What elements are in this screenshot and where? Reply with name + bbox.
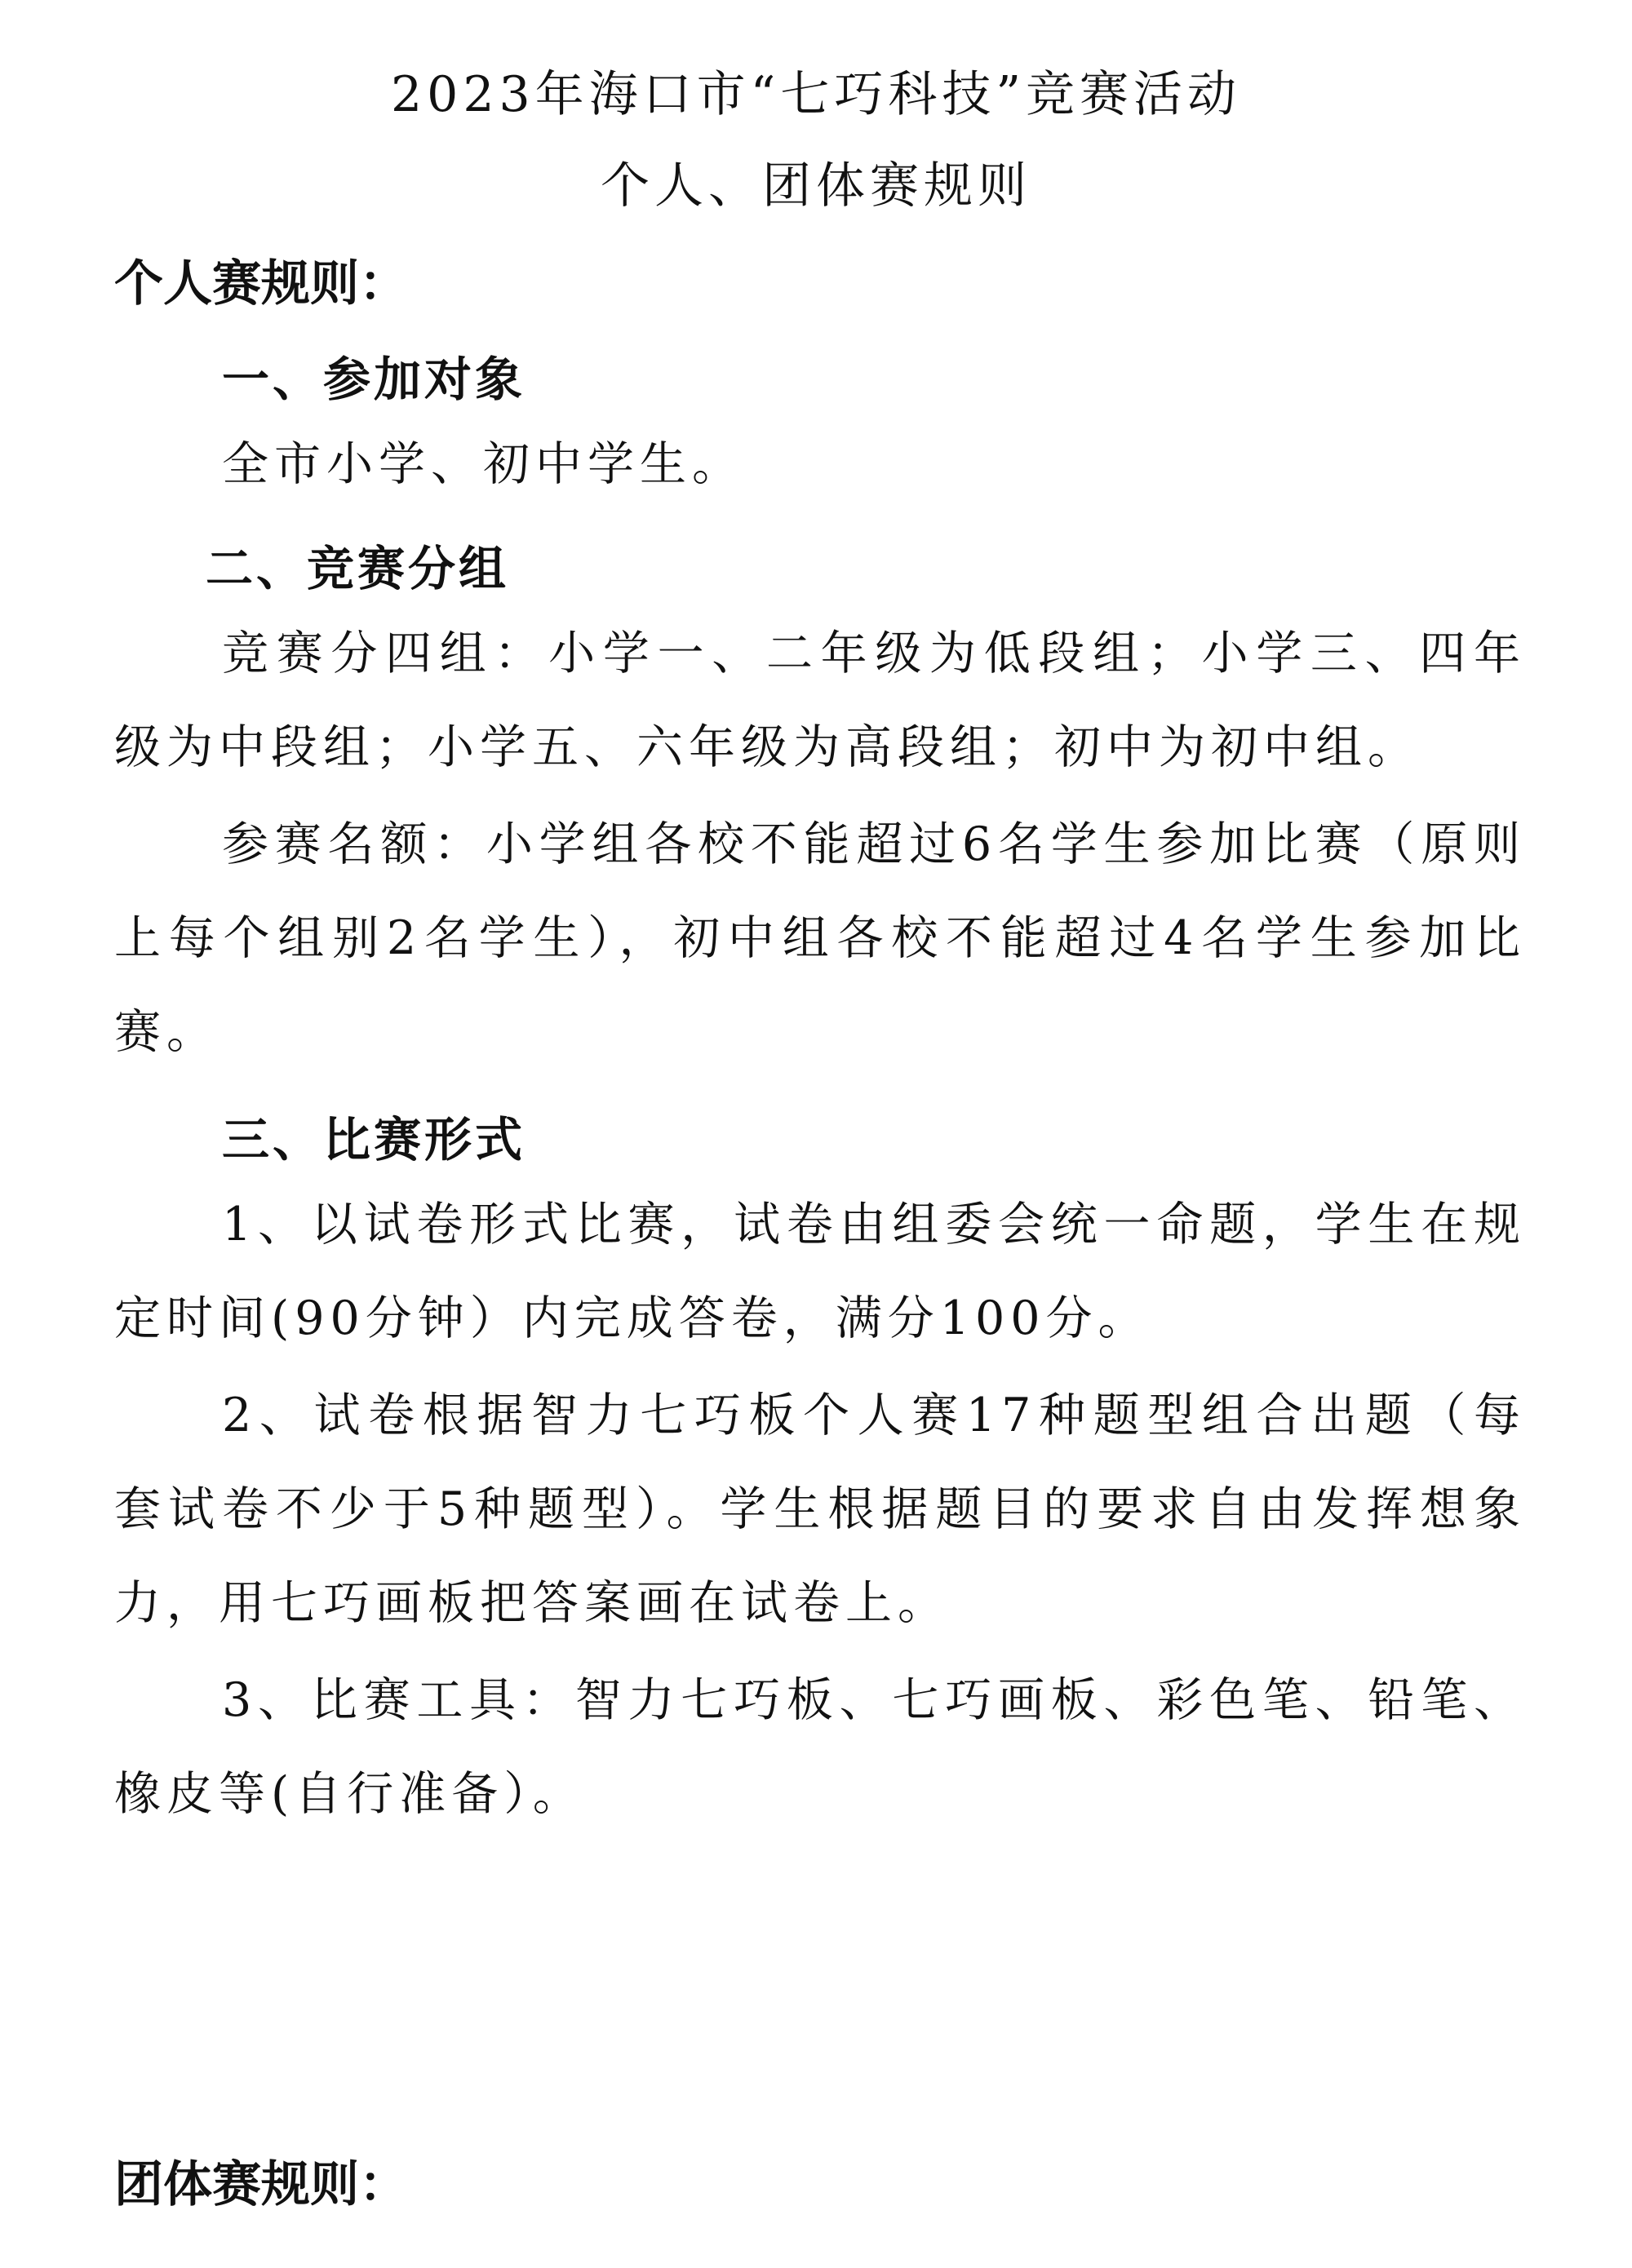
- format-item-1: 1、以试卷形式比赛，试卷由组委会统一命题，学生在规定时间(90分钟）内完成答卷，满分100分。: [114, 1198, 1526, 1345]
- section-participants-heading: 一、参加对象: [222, 352, 526, 407]
- participants-text: 全市小学、初中学生。: [222, 437, 744, 491]
- format-item-2: 2、试卷根据智力七巧板个人赛17种题型组合出题（每套试卷不少于5种题型）。学生根据题目的要求自由发挥想象力，用七巧画板把答案画在试卷上。: [114, 1389, 1526, 1630]
- section-format-heading: 三、比赛形式: [222, 1112, 526, 1167]
- grouping-paragraph: 竞赛分四组：小学一、二年级为低段组；小学三、四年级为中段组；小学五、六年级为高段组；初中为初中组。: [114, 627, 1526, 774]
- individual-rules-heading: 个人赛规则：: [114, 255, 408, 312]
- document-title: 2023年海口市“七巧科技”竞赛活动: [390, 66, 1242, 123]
- section-grouping-heading: 二、竞赛分组: [206, 541, 510, 596]
- quota-paragraph: 参赛名额：小学组各校不能超过6名学生参加比赛（原则上每个组别2名学生），初中组各校不能超过4名学生参加比赛。: [114, 817, 1526, 1059]
- format-item-3: 3、比赛工具：智力七巧板、七巧画板、彩色笔、铅笔、橡皮等(自行准备）。: [114, 1673, 1526, 1821]
- team-rules-heading: 团体赛规则：: [114, 2156, 408, 2213]
- document-subtitle: 个人、团体赛规则: [601, 157, 1031, 215]
